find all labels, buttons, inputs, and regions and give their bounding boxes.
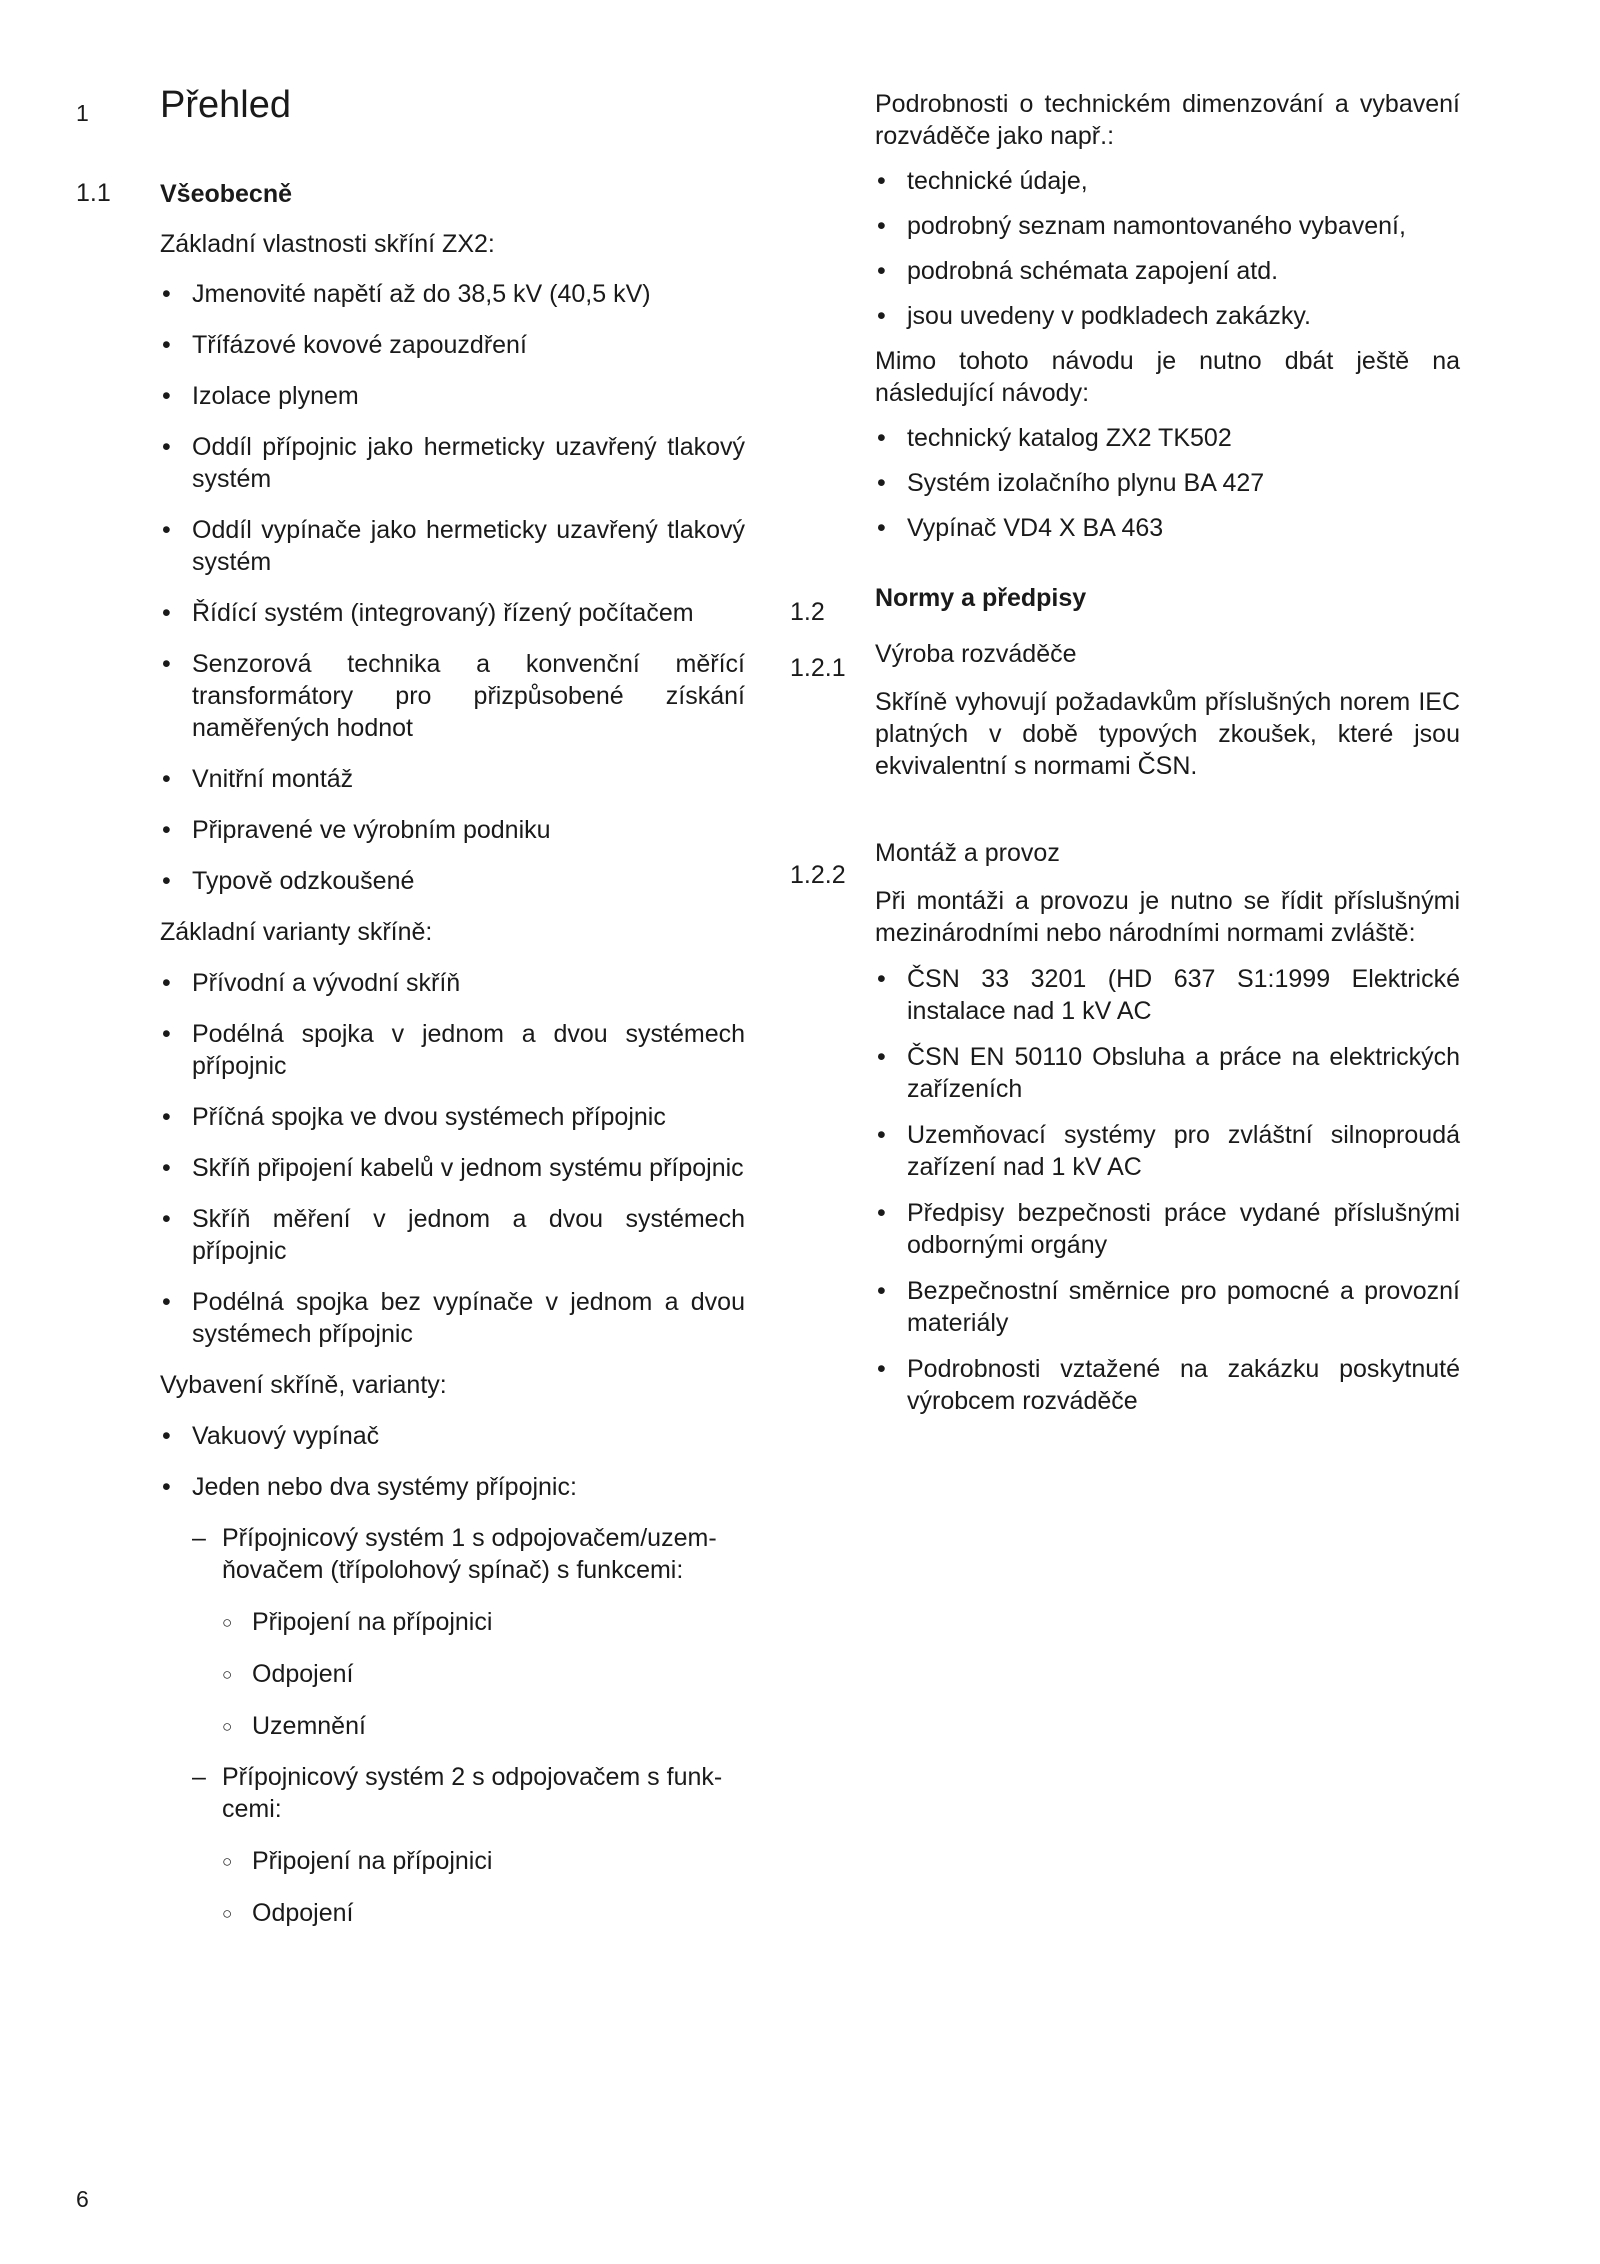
variants-intro: Základní varianty skříně: [160, 918, 433, 946]
list-item: • technické údaje, [875, 165, 1460, 197]
list-item: • Přívodní a vývodní skříň [160, 967, 745, 999]
section-1-2-1-text: Skříně vyhovují požadavkům příslušných norem IEC platných v době typových zkoušek, které jsou ekvivalentní s normami ČSN. [875, 688, 1460, 780]
busbar-system-2-functions [160, 1845, 745, 1929]
list-item: • Příčná spojka ve dvou systémech přípojnic [160, 1101, 745, 1133]
list-item: • Podrobnosti vztažené na zakázku poskytnuté výrobcem rozváděče [875, 1353, 1460, 1417]
list-item: • Podélná spojka v jednom a dvou systémech přípojnic [160, 1018, 745, 1082]
section-1-2-number: 1.2 [790, 598, 825, 626]
chapter-title: Přehled [160, 84, 291, 126]
page-number: 6 [76, 2186, 89, 2212]
list-item: • Podélná spojka bez vypínače v jednom a dvou systémech přípojnic [160, 1286, 745, 1350]
list-item: • Senzorová technika a konvenční měřící transformátory pro přizpůsobené získání naměřených hodnot [160, 648, 745, 744]
manuals-intro: Mimo tohoto návodu je nutno dbát ještě na následující návody: [875, 347, 1460, 407]
list-item: ○ Odpojení [222, 1658, 745, 1690]
list-item: • Třífázové kovové zapouzdření [160, 329, 745, 361]
section-1-1-number: 1.1 [76, 179, 111, 207]
section-1-2-2-text: Při montáži a provozu je nutno se řídit příslušnými mezinárodními nebo národními normami zvláště: [875, 887, 1460, 947]
list-item: • Připravené ve výrobním podniku [160, 814, 745, 846]
list-item: ○ Uzemnění [222, 1710, 745, 1742]
list-item: • podrobný seznam namontovaného vybavení, [875, 210, 1460, 242]
standards-list [875, 963, 1460, 1417]
list-item: • Předpisy bezpečnosti práce vydané příslušnými odbornými orgány [875, 1197, 1460, 1261]
busbar-system-2-text: – Přípojnicový systém 2 s odpojovačem s funk-cemi: [192, 1761, 745, 1825]
busbar-system-2 [160, 1761, 745, 1825]
properties-list [160, 278, 745, 897]
details-list [875, 165, 1460, 332]
list-item: • Bezpečnostní směrnice pro pomocné a provozní materiály [875, 1275, 1460, 1339]
list-item: • Vnitřní montáž [160, 763, 745, 795]
section-1-2-2-number: 1.2.2 [790, 861, 846, 889]
right-column [875, 88, 1460, 1417]
section-1-2-1-number: 1.2.1 [790, 654, 846, 682]
busbar-system-1 [160, 1522, 745, 1586]
list-item: • Jeden nebo dva systémy přípojnic: [160, 1471, 745, 1503]
list-item: • jsou uvedeny v podkladech zakázky. [875, 300, 1460, 332]
left-column [160, 178, 745, 1929]
list-item: ○ Připojení na přípojnici [222, 1845, 745, 1877]
list-item: • Vakuový vypínač [160, 1420, 745, 1452]
equipment-intro: Vybavení skříně, varianty: [160, 1371, 447, 1399]
list-item: • technický katalog ZX2 TK502 [875, 422, 1460, 454]
list-item: • Oddíl vypínače jako hermeticky uzavřený tlakový systém [160, 514, 745, 578]
section-1-2-1-title: Výroba rozváděče [875, 640, 1077, 668]
list-item: • Skříň připojení kabelů v jednom systému přípojnic [160, 1152, 745, 1184]
list-item: • Uzemňovací systémy pro zvláštní silnoproudá zařízení nad 1 kV AC [875, 1119, 1460, 1183]
manuals-list [875, 422, 1460, 544]
equipment-list [160, 1420, 745, 1503]
list-item: • ČSN EN 50110 Obsluha a práce na elektrických zařízeních [875, 1041, 1460, 1105]
properties-intro: Základní vlastnosti skříní ZX2: [160, 230, 495, 258]
list-item: • Řídící systém (integrovaný) řízený počítačem [160, 597, 745, 629]
list-item: • Izolace plynem [160, 380, 745, 412]
details-intro: Podrobnosti o technickém dimenzování a vybavení rozváděče jako např.: [875, 90, 1460, 150]
section-1-2-title: Normy a předpisy [875, 584, 1087, 612]
list-item: • Oddíl přípojnic jako hermeticky uzavřený tlakový systém [160, 431, 745, 495]
list-item: • Typově odzkoušené [160, 865, 745, 897]
list-item: • podrobná schémata zapojení atd. [875, 255, 1460, 287]
list-item: • Jmenovité napětí až do 38,5 kV (40,5 kV) [160, 278, 745, 310]
variants-list [160, 967, 745, 1350]
section-1-2-2-title: Montáž a provoz [875, 839, 1060, 867]
busbar-system-1-functions [160, 1606, 745, 1742]
list-item: • Vypínač VD4 X BA 463 [875, 512, 1460, 544]
list-item: • Systém izolačního plynu BA 427 [875, 467, 1460, 499]
busbar-system-1-text: – Přípojnicový systém 1 s odpojovačem/uzem-ňovačem (třípolohový spínač) s funkcemi: [192, 1522, 745, 1586]
section-1-1-title: Všeobecně [160, 180, 293, 208]
list-item: ○ Odpojení [222, 1897, 745, 1929]
chapter-number: 1 [76, 100, 89, 126]
list-item: • ČSN 33 3201 (HD 637 S1:1999 Elektrické instalace nad 1 kV AC [875, 963, 1460, 1027]
list-item: ○ Připojení na přípojnici [222, 1606, 745, 1638]
list-item: • Skříň měření v jednom a dvou systémech přípojnic [160, 1203, 745, 1267]
